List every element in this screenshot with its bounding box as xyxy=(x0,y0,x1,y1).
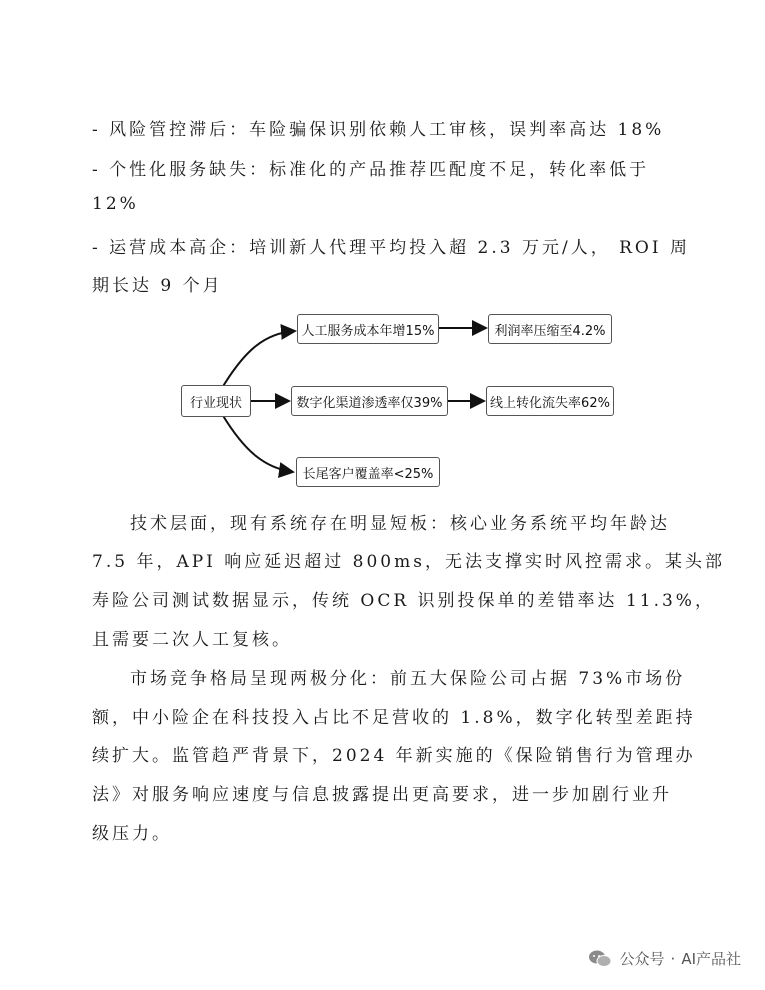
flow-mid-box: 数字化渠道渗透率仅39% xyxy=(291,386,448,416)
flow-top-box: 人工服务成本年增15% xyxy=(297,314,439,344)
bullet-personalization: - 个性化服务缺失：标准化的产品推荐匹配度不足，转化率低于 xyxy=(92,160,650,180)
paragraph-tech-line-4: 且需要二次人工复核。 xyxy=(92,630,292,650)
arrow-root-to-bottom xyxy=(222,414,293,472)
flow-top-result-box: 利润率压缩至4.2% xyxy=(488,314,612,344)
paragraph-market-line-1: 市场竞争格局呈现两极分化：前五大保险公司占据 73%市场份 xyxy=(130,669,686,689)
flow-root-box: 行业现状 xyxy=(181,385,251,417)
footer-account-label: 公众号 xyxy=(619,950,665,968)
paragraph-market-line-2: 额，中小险企在科技投入占比不足营收的 1.8%，数字化转型差距持 xyxy=(92,708,696,728)
flow-mid-result-box: 线上转化流失率62% xyxy=(486,386,614,416)
paragraph-tech-line-1: 技术层面，现有系统存在明显短板：核心业务系统平均年龄达 xyxy=(130,514,670,534)
bullet-operating-cost-cont: 期长达 9 个月 xyxy=(92,276,223,296)
paragraph-tech-line-3: 寿险公司测试数据显示，传统 OCR 识别投保单的差错率达 11.3%， xyxy=(92,591,715,611)
wechat-watermark xyxy=(588,948,741,969)
footer-separator: · xyxy=(670,949,676,968)
flow-bottom-box: 长尾客户覆盖率<25% xyxy=(296,457,440,487)
footer-account-name: AI产品社 xyxy=(681,950,741,968)
bullet-risk-control: - 风险管控滞后：车险骗保识别依赖人工审核，误判率高达 18% xyxy=(92,120,665,140)
bullet-personalization-cont: 12% xyxy=(92,194,139,214)
bullet-operating-cost: - 运营成本高企：培训新人代理平均投入超 2.3 万元/人， ROI 周 xyxy=(92,238,690,258)
paragraph-market-line-5: 级压力。 xyxy=(92,824,172,844)
paragraph-tech-line-2: 7.5 年，API 响应延迟超过 800ms，无法支撑实时风控需求。某头部 xyxy=(92,552,725,572)
arrow-root-to-top xyxy=(222,331,295,388)
paragraph-market-line-3: 续扩大。监管趋严背景下，2024 年新实施的《保险销售行为管理办 xyxy=(92,746,696,766)
paragraph-market-line-4: 法》对服务响应速度与信息披露提出更高要求，进一步加剧行业升 xyxy=(92,785,672,805)
wechat-icon xyxy=(588,949,612,969)
